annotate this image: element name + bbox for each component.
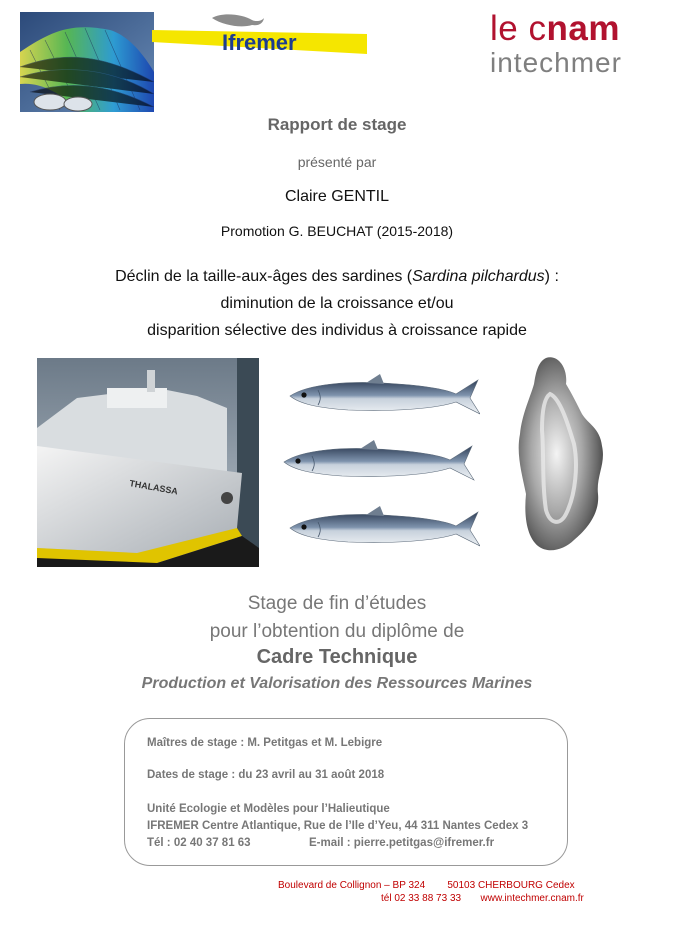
ship-photo: [37, 358, 259, 567]
otolith-image: [516, 354, 612, 556]
ship-name: THALASSA: [128, 478, 179, 497]
cnam-logo-text-b: nam: [546, 9, 620, 48]
sardine-icon-1: [290, 374, 480, 414]
sardine-icon-2: [284, 440, 474, 480]
intechmer-logo-text: intechmer: [490, 47, 622, 78]
internship-dates: Dates de stage : du 23 avril au 31 août 2018: [147, 769, 385, 781]
cnam-intechmer-logo: [490, 10, 666, 82]
unit-name: Unité Ecologie et Modèles pour l’Halieutique: [147, 803, 390, 815]
title-line-3: disparition sélective des individus à croissance rapide: [147, 322, 527, 339]
species-name: Sardina pilchardus: [412, 268, 545, 285]
header-photo: [20, 12, 154, 112]
author-name: Claire GENTIL: [284, 188, 390, 205]
promotion: Promotion G. BEUCHAT (2015-2018): [220, 223, 454, 239]
degree-title: Cadre Technique: [256, 646, 418, 668]
title-line-2: diminution de la croissance et/ou: [220, 295, 454, 312]
footer-address: Boulevard de Collignon – BP 324 50103 CHERBOURG Cedex: [278, 880, 575, 891]
report-title: [0, 263, 674, 344]
degree-line-2: pour l’obtention du diplôme de: [209, 621, 465, 642]
cnam-logo-text-a: le c: [490, 9, 547, 48]
sardines-image: [280, 366, 480, 552]
phone-number: Tél : 02 40 37 81 63: [147, 837, 251, 849]
degree-description: [0, 590, 674, 646]
internship-info-box: [124, 718, 568, 866]
supervisors: Maîtres de stage : M. Petitgas et M. Lebigre: [147, 737, 383, 749]
degree-line-1: Stage de fin d’études: [247, 593, 427, 614]
ifremer-logo-text: Ifremer: [222, 30, 297, 55]
presented-by: présenté par: [297, 154, 377, 170]
unit-address: IFREMER Centre Atlantique, Rue de l’Ile d’Yeu, 44 311 Nantes Cedex 3: [147, 820, 529, 832]
sardine-icon-3: [290, 506, 480, 546]
report-type: Rapport de stage: [267, 115, 407, 134]
email-address: E-mail : pierre.petitgas@ifremer.fr: [309, 837, 495, 849]
ifremer-logo: [152, 12, 367, 60]
title-line-1: Déclin de la taille-aux-âges des sardines (Sardina pilchardus) :: [115, 268, 559, 285]
footer-contact: tél 02 33 88 73 33 www.intechmer.cnam.fr: [381, 893, 584, 904]
degree-speciality: Production et Valorisation des Ressources Marines: [141, 675, 533, 692]
